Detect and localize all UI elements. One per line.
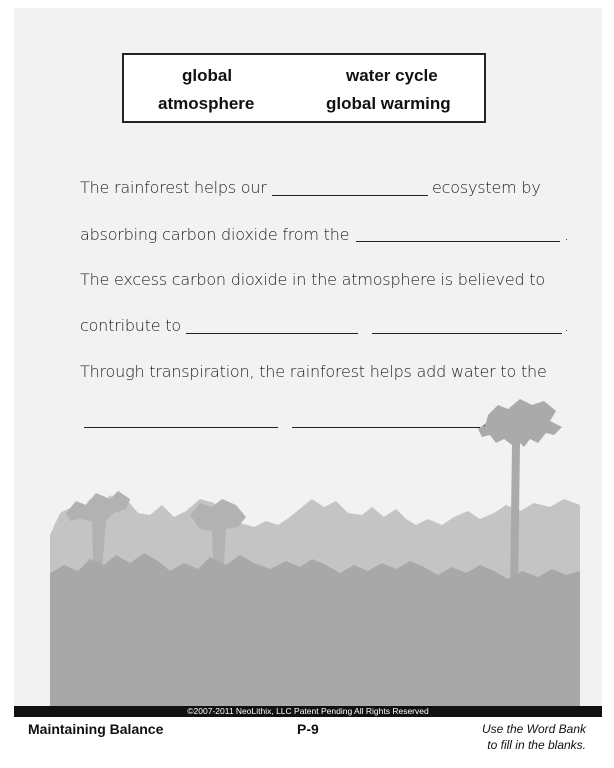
sentence-1-end: ecosystem by: [432, 178, 541, 197]
word-global-warming: global warming: [326, 94, 451, 113]
word-atmosphere: atmosphere: [158, 94, 255, 113]
sentence-5: Through transpiration, the rainforest helps add water to the: [80, 362, 547, 381]
blank-5[interactable]: [84, 427, 278, 428]
page-number: P-9: [297, 721, 319, 737]
sentence-2-start: absorbing carbon dioxide from the: [80, 225, 350, 244]
word-water-cycle: water cycle: [346, 66, 438, 85]
blank-2[interactable]: [356, 241, 560, 242]
front-canopy: [50, 553, 580, 706]
word-global: global: [182, 66, 233, 85]
sentence-4-end: .: [564, 316, 569, 335]
instructions: [482, 721, 586, 753]
sentence-4-start: contribute to: [80, 316, 181, 335]
blank-4[interactable]: [372, 333, 562, 334]
sentence-1-start: The rainforest helps our: [80, 178, 267, 197]
blank-3[interactable]: [186, 333, 358, 334]
sentence-3: The excess carbon dioxide in the atmosphere is believed to: [80, 270, 545, 289]
blank-6[interactable]: [292, 427, 480, 428]
instruction-line-1: Use the Word Bank: [481, 722, 586, 736]
sentence-6-end: .: [482, 411, 487, 430]
blank-1[interactable]: [272, 195, 428, 196]
rainforest-silhouette: [50, 395, 580, 706]
word-bank-box: [122, 53, 486, 123]
copyright-bar: ©2007-2011 NeoLithix, LLC Patent Pending All Rights Reserved: [14, 706, 602, 717]
sentence-2-end: .: [564, 225, 569, 244]
unit-title: Maintaining Balance: [28, 721, 164, 737]
instruction-line-2: to fill in the blanks.: [487, 738, 586, 752]
